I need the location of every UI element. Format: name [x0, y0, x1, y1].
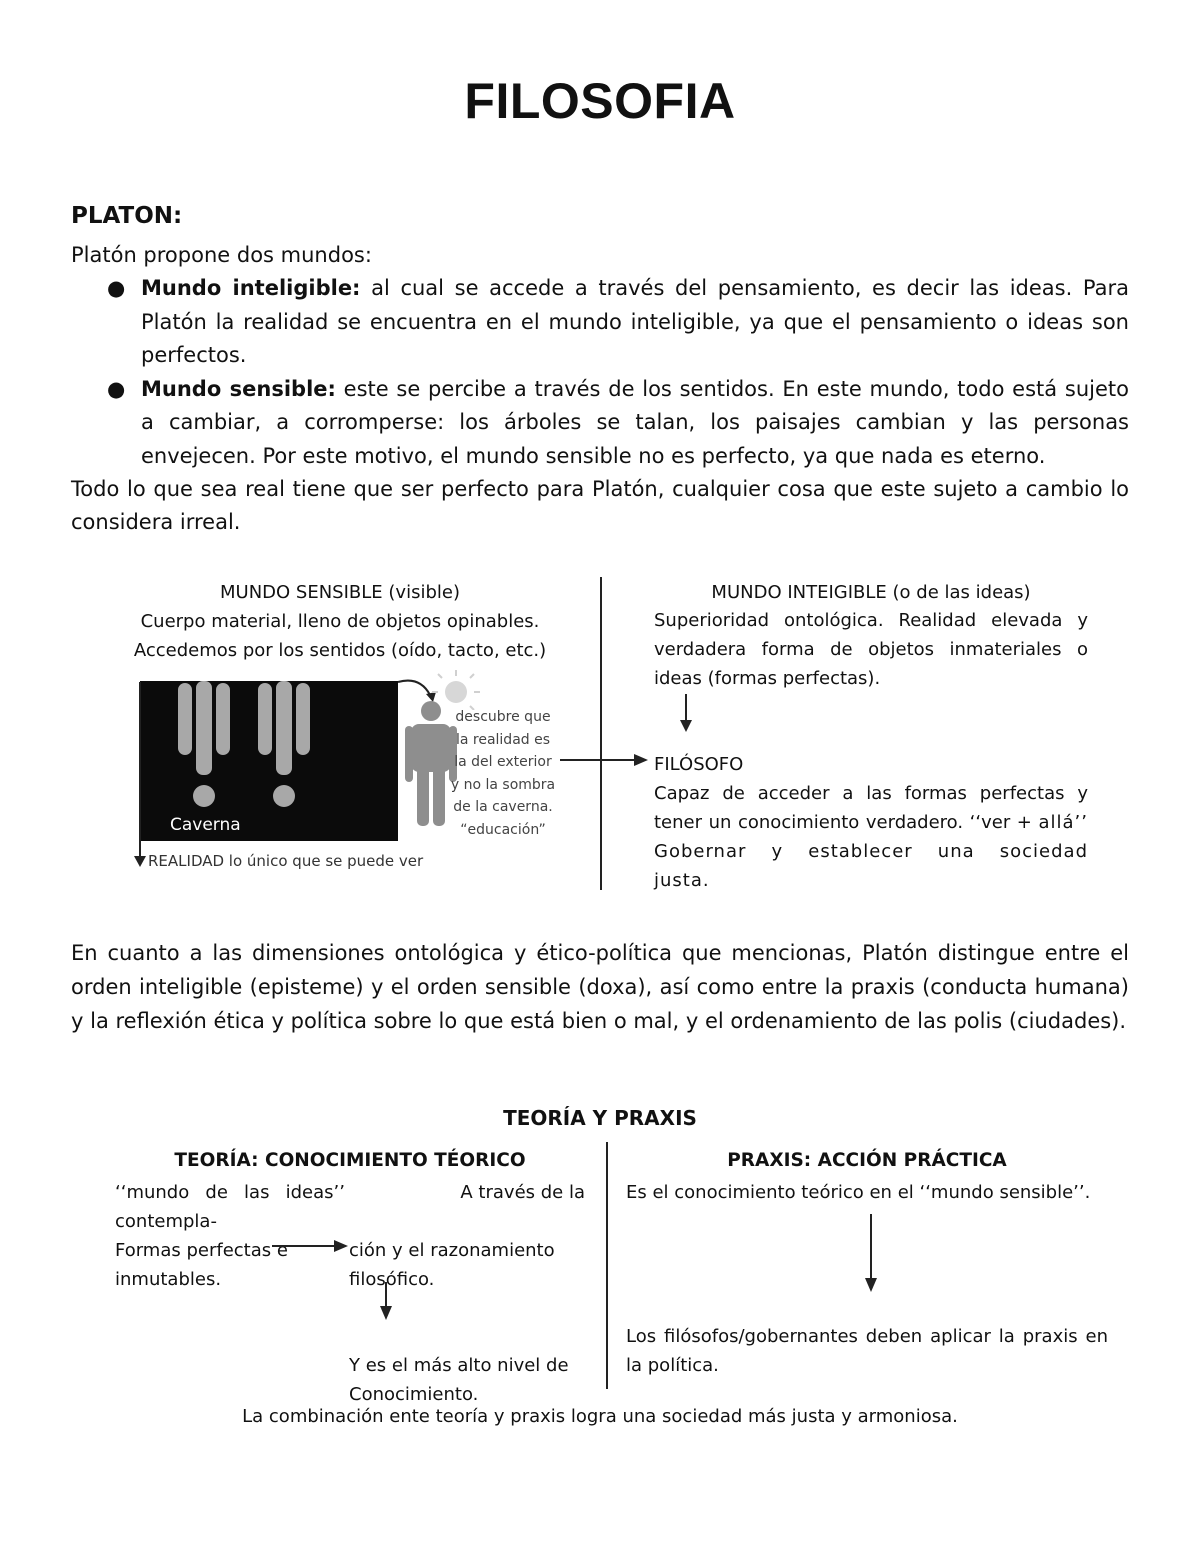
teoria-mid-text-1: A través de la	[460, 1182, 585, 1203]
cave-label: Caverna	[170, 815, 241, 835]
section-heading-platon: PLATON:	[71, 203, 183, 229]
praxis-heading: PRAXIS: ACCIÓN PRÁCTICA	[727, 1150, 1007, 1171]
inteligible-heading-title: MUNDO INTEIGIBLE	[711, 582, 887, 603]
sensible-heading-title: MUNDO SENSIBLE	[220, 582, 383, 603]
sensible-heading	[120, 578, 560, 665]
teoria-praxis-title: TEORÍA Y PRAXIS	[503, 1106, 697, 1130]
bullet-term: Mundo inteligible:	[141, 276, 361, 300]
praxis-text-2: Los filósofos/gobernantes deben aplicar la praxis en la política.	[626, 1326, 1108, 1376]
closing-paragraph: Todo lo que sea real tiene que ser perfecto para Platón, cualquier cosa que este sujeto a cambio lo considera irreal.	[71, 477, 1129, 534]
sensible-line2: Accedemos por los sentidos (oído, tacto, etc.)	[133, 640, 547, 661]
filosofo-text-2: allá’’ Gobernar y establecer una sociedad justa.	[654, 812, 1088, 891]
teoria-left-text-2: Formas perfectas e inmutables.	[115, 1240, 288, 1290]
teoria-heading: TEORÍA: CONOCIMIENTO TÉORICO	[174, 1150, 526, 1171]
filosofo-text	[654, 779, 1088, 895]
bullet-icon: ●	[107, 276, 126, 300]
conclusion-text: La combinación ente teoría y praxis logra una sociedad más justa y armoniosa.	[242, 1406, 958, 1427]
to-filosofo-arrow	[560, 750, 650, 770]
sensible-heading-suffix: (visible)	[382, 582, 460, 603]
discover-text: descubre que la realidad es la del exterior y no la sombra de la caverna. “educación”	[450, 709, 556, 838]
inteligible-heading	[654, 578, 1088, 607]
teoria-praxis-divider	[606, 1142, 608, 1389]
teoria-arrows	[270, 1236, 410, 1326]
inteligible-heading-suffix: (o de las ideas)	[886, 582, 1031, 603]
bullet-text: este se percibe a través de los sentidos. En este mundo, todo está sujeto a cambiar, a corromperse: los árboles se talan, los paisajes cambian y las personas envejecen. Por este motivo, el mundo sensible no es perfecto, ya que nada es eterno.	[141, 376, 1129, 468]
worlds-list	[71, 272, 1129, 473]
filosofo-text-1: Capaz de acceder a las formas perfectas y tener un conocimiento verdadero. ‘‘ver +	[654, 783, 1088, 833]
down-arrow-icon	[677, 692, 697, 736]
teoria-mid-text-2: ción y el razonamiento filosófico.	[349, 1240, 555, 1290]
teoria-left-text-1: ‘‘mundo de las ideas’’ contempla-	[115, 1182, 345, 1232]
document-title: FILOSOFIA	[464, 73, 736, 129]
list-item	[71, 272, 1129, 373]
teoria-mid-text-3: Y es el más alto nivel de Conocimiento.	[349, 1355, 569, 1405]
inteligible-text: Superioridad ontológica. Realidad elevada y verdadera forma de objetos inmateriales o ideas (formas perfectas).	[654, 610, 1088, 689]
praxis-text-1: Es el conocimiento teórico en el ‘‘mundo sensible’’.	[626, 1182, 1091, 1203]
bullet-icon: ●	[107, 376, 126, 401]
dimensions-paragraph: En cuanto a las dimensiones ontológica y ético-política que mencionas, Platón distingue entre el orden inteligible (episteme) y el orden sensible (doxa), así como entre la praxis (conducta humana) y la reflexión ética y política sobre lo que está bien o mal, y el ordenamiento de las polis (ciudades).	[71, 941, 1129, 1033]
reality-label: REALIDAD lo único que se puede ver	[148, 852, 424, 870]
list-item	[71, 373, 1129, 474]
praxis-down-arrow-icon	[862, 1212, 882, 1296]
bullet-term: Mundo sensible:	[141, 376, 336, 401]
bullet-text: al cual se accede a través del pensamiento, es decir las ideas. Para Platón la realidad se encuentra en el mundo inteligible, ya que el pensamiento o ideas son perfectos.	[141, 276, 1130, 367]
filosofo-label: FILÓSOFO	[654, 754, 744, 775]
sensible-line1: Cuerpo material, lleno de objetos opinables.	[140, 611, 540, 632]
intro-text: Platón propone dos mundos:	[71, 243, 372, 267]
